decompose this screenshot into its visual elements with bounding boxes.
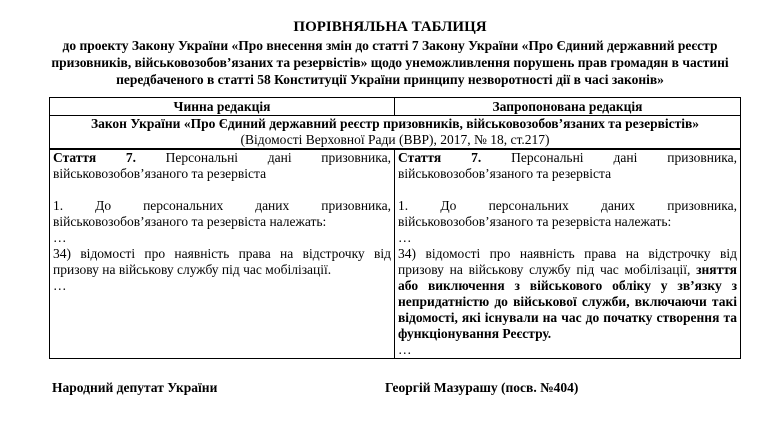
column-header-current: Чинна редакція bbox=[50, 98, 395, 116]
current-article-label: Стаття 7. bbox=[53, 150, 136, 165]
proposed-article-label: Стаття 7. bbox=[398, 150, 482, 165]
current-ellipsis-1: … bbox=[53, 230, 67, 245]
proposed-article-text: Персональні дані призовника, військовозобов’язаного та резервіста bbox=[398, 150, 737, 181]
content-row bbox=[50, 149, 741, 359]
proposed-item-1: 1. До персональних даних призовника, військовозобов’язаного та резервіста належать: bbox=[398, 198, 737, 229]
proposed-ellipsis-1: … bbox=[398, 230, 412, 245]
proposed-item-34-added: зняття або виключення з військового обліку у зв’язку з непридатністю до військової служби, включаючи такі відомості, які існували на час до початку створення та функціонування Реєстру. bbox=[398, 262, 737, 341]
proposed-item-34-text: 34) відомості про наявність права на відстрочку від призову на військову службу під час мобілізації, bbox=[398, 246, 737, 277]
current-ellipsis-2: … bbox=[53, 278, 67, 293]
law-source: (Відомості Верховної Ради (ВВР), 2017, № 18, ст.217) bbox=[240, 132, 550, 147]
proposed-article-heading bbox=[398, 150, 737, 182]
column-header-proposed: Запропонована редакція bbox=[395, 98, 741, 116]
proposed-ellipsis-2: … bbox=[398, 342, 412, 357]
current-article-text: Персональні дані призовника, військовозобов’язаного та резервіста bbox=[53, 150, 391, 181]
document-subtitle: до проекту Закону України «Про внесення змін до статті 7 Закону України «Про Єдиний державний реєстр призовників, військовозобов’язаних та резервістів» щодо унеможливлення порушень прав громадян в частині передбаченого в статті 58 Конституції України принципу незворотності дії в часі законів» bbox=[51, 38, 729, 87]
document-title: ПОРІВНЯЛЬНА ТАБЛИЦЯ bbox=[293, 19, 487, 35]
current-text-cell bbox=[50, 149, 395, 359]
current-article-heading bbox=[53, 150, 391, 182]
signature-name: Георгій Мазурашу (посв. №404) bbox=[385, 380, 579, 395]
comparison-table bbox=[49, 97, 741, 359]
current-item-1: 1. До персональних даних призовника, військовозобов’язаного та резервіста належать: bbox=[53, 198, 391, 229]
law-title-row bbox=[50, 116, 741, 150]
proposed-text-cell bbox=[395, 149, 741, 359]
law-title-cell bbox=[50, 116, 741, 150]
proposed-item-34 bbox=[398, 246, 737, 342]
current-item-34: 34) відомості про наявність права на відстрочку від призову на військову службу під час мобілізації. bbox=[53, 246, 391, 277]
signature-title: Народний депутат України bbox=[52, 380, 218, 395]
table-header-row bbox=[50, 98, 741, 116]
law-title: Закон України «Про Єдиний державний реєстр призовників, військовозобов’язаних та резервістів» bbox=[90, 116, 700, 131]
document-header bbox=[40, 18, 740, 88]
